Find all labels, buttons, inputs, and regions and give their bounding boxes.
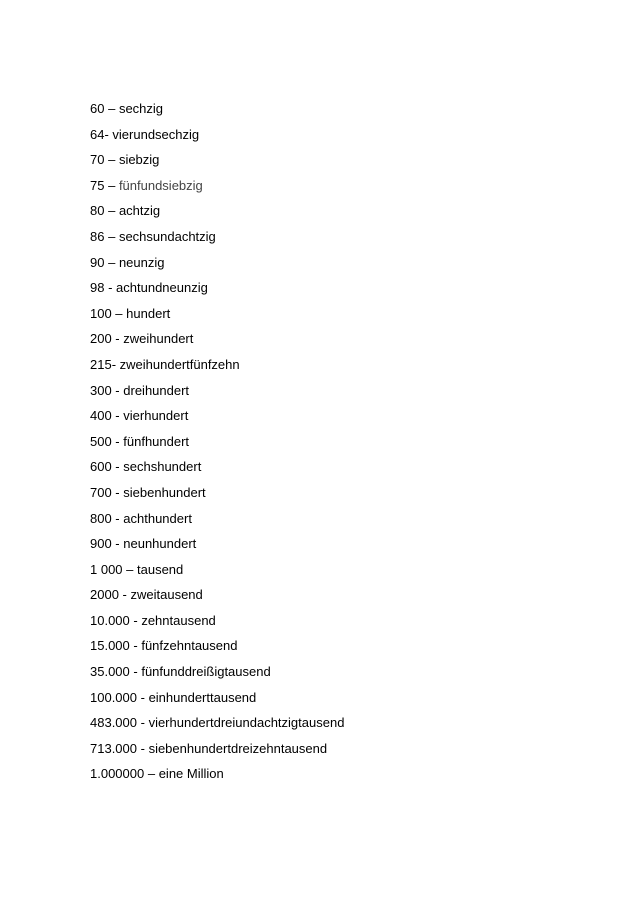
list-item [90, 659, 344, 685]
number: 100.000 - [90, 689, 145, 705]
word: fünfunddreißigtausend [141, 664, 271, 680]
list-item [90, 480, 344, 506]
number: 1.000000 – [90, 766, 156, 782]
list-item [90, 147, 344, 173]
word: neunzig [118, 254, 165, 270]
list-item [90, 352, 344, 378]
list-item [90, 96, 344, 122]
list-item [90, 301, 344, 327]
number: 700 - [90, 484, 120, 500]
list-item [90, 224, 344, 250]
number: 100 – [90, 305, 123, 321]
number: 15.000 - [90, 638, 138, 654]
list-item [90, 429, 344, 455]
number: 60 – [90, 101, 116, 116]
list-item [90, 198, 344, 224]
list-item [90, 506, 344, 532]
word: sechzig [118, 101, 164, 116]
number: 2000 - [90, 587, 127, 603]
number: 215- [90, 356, 117, 372]
word: sechshundert [123, 459, 202, 475]
number: 900 - [90, 536, 120, 552]
list-item [90, 326, 344, 352]
list-item [90, 710, 344, 736]
number: 600 - [90, 459, 120, 475]
word: vierhundert [123, 408, 189, 424]
word: achthundert [123, 510, 192, 526]
number: 500 - [90, 433, 120, 449]
word: sechsundachtzig [118, 228, 216, 244]
word: zweihundert [123, 331, 194, 347]
list-item [90, 403, 344, 429]
word: achtzig [118, 203, 161, 219]
number: 800 - [90, 510, 120, 526]
number: 98 - [90, 280, 113, 296]
number: 300 - [90, 382, 120, 398]
word: dreihundert [123, 382, 190, 398]
list-item [90, 557, 344, 583]
number: 80 – [90, 203, 116, 219]
word: eine Million [158, 766, 224, 782]
list-item [90, 250, 344, 276]
word: vierhundertdreiundachtzigtausend [148, 715, 345, 731]
list-item [90, 761, 344, 787]
list-item [90, 173, 344, 199]
number: 1 000 – [90, 561, 134, 577]
list-item [90, 685, 344, 711]
word: zweitausend [130, 587, 203, 603]
number: 10.000 - [90, 612, 138, 628]
number: 86 – [90, 228, 116, 244]
word: fünfhundert [123, 433, 190, 449]
word: siebenhundert [123, 484, 206, 500]
number: 713.000 - [90, 740, 145, 756]
list-item [90, 582, 344, 608]
word: hundert [126, 305, 171, 321]
number: 70 – [90, 152, 116, 168]
number: 400 - [90, 408, 120, 424]
list-item [90, 122, 344, 148]
list-item [90, 378, 344, 404]
list-item [90, 633, 344, 659]
number: 35.000 - [90, 664, 138, 680]
list-item [90, 608, 344, 634]
word: zweihundertfünfzehn [119, 356, 240, 372]
number: 483.000 - [90, 715, 145, 731]
number: 90 – [90, 254, 116, 270]
list-item [90, 531, 344, 557]
word: vierundsechzig [112, 126, 200, 142]
word: tausend [137, 561, 184, 577]
word: fünfundsiebzig [118, 177, 203, 193]
list-item [90, 275, 344, 301]
number: 200 - [90, 331, 120, 347]
word: fünfzehntausend [141, 638, 238, 654]
list-item [90, 736, 344, 762]
number: 64- [90, 126, 109, 142]
word: achtundneunzig [116, 280, 208, 296]
number-word-list [90, 96, 344, 787]
word: siebzig [118, 152, 160, 168]
list-item [90, 454, 344, 480]
word: siebenhundertdreizehntausend [148, 740, 328, 756]
number: 75 – [90, 177, 116, 193]
word: zehntausend [141, 612, 216, 628]
word: einhunderttausend [148, 689, 257, 705]
word: neunhundert [123, 536, 197, 552]
